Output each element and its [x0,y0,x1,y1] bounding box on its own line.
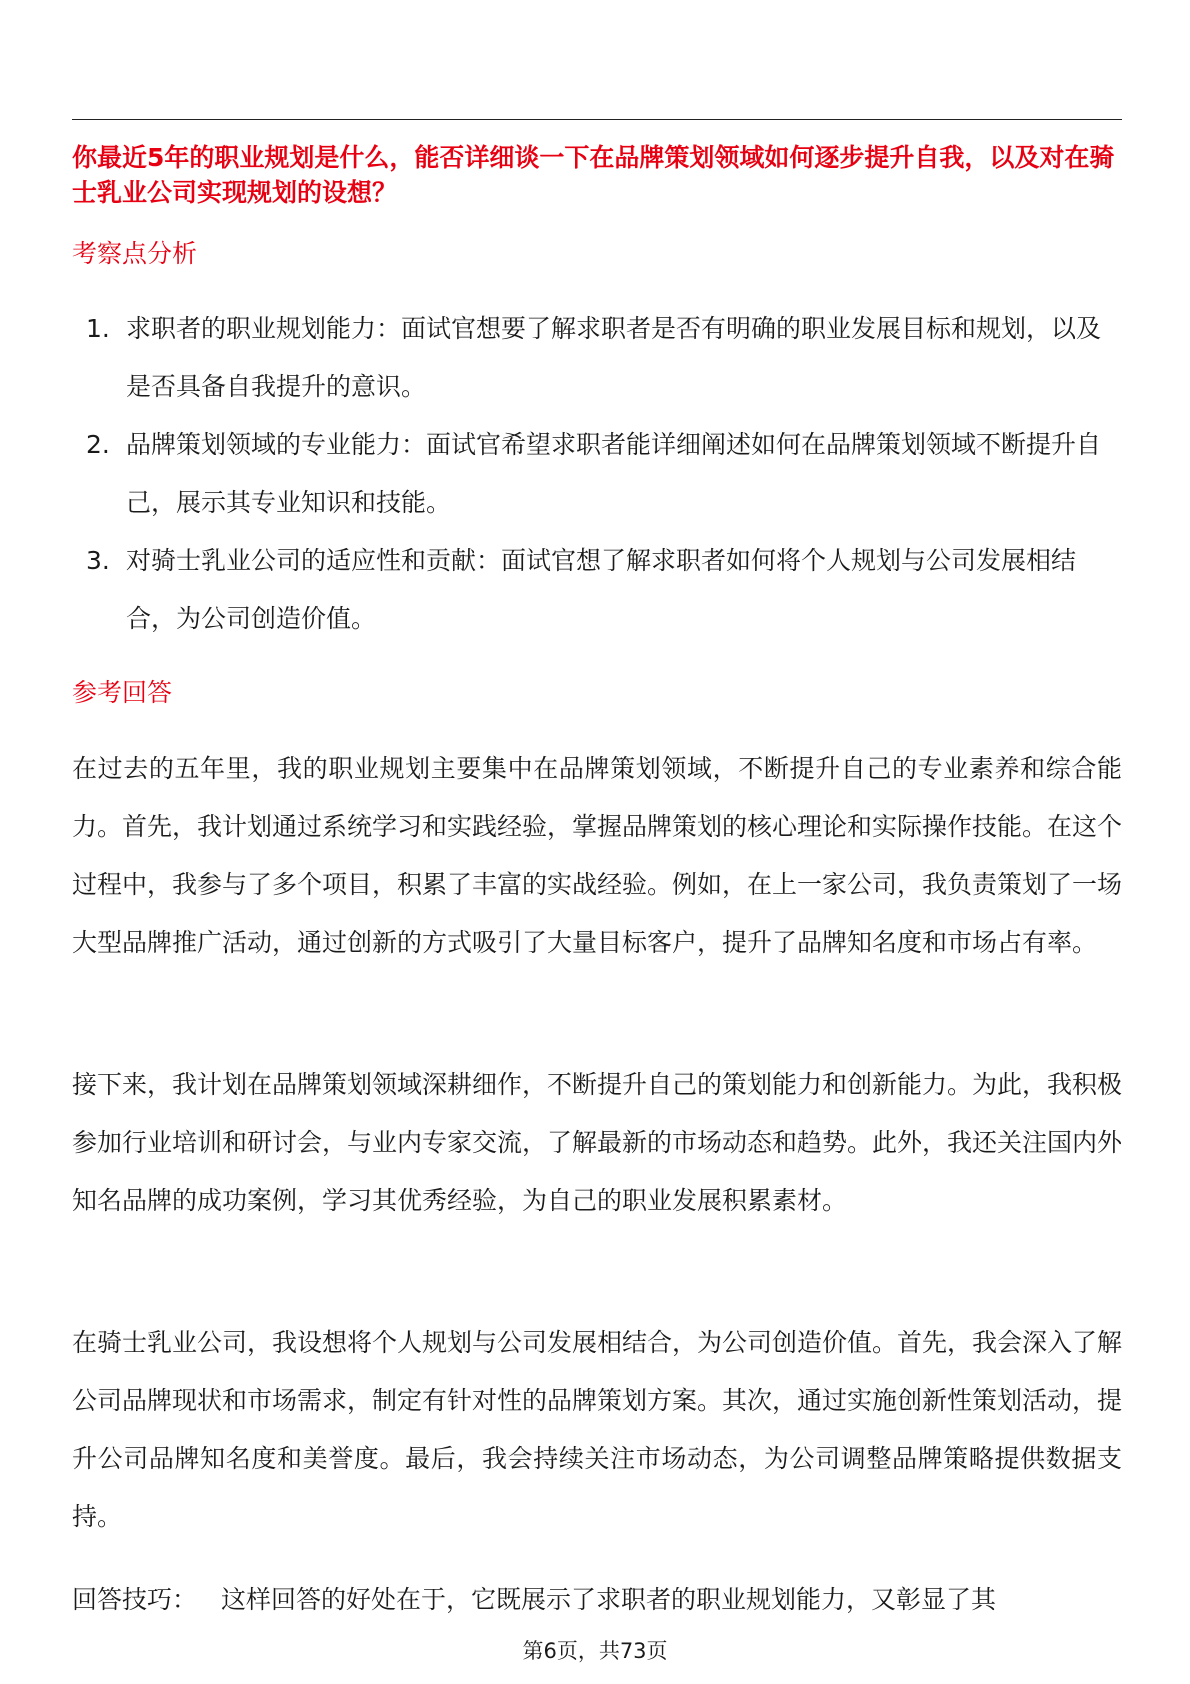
answer-tips [72,1571,1122,1629]
answer-paragraph: 在过去的五年里，我的职业规划主要集中在品牌策划领域，不断提升自己的专业素养和综合能力。首先，我计划通过系统学习和实践经验，掌握品牌策划的核心理论和实际操作技能。在这个过程中，我参与了多个项目，积累了丰富的实战经验。例如，在上一家公司，我负责策划了一场大型品牌推广活动，通过创新的方式吸引了大量目标客户，提升了品牌知名度和市场占有率。 [72,754,1123,957]
interview-question: 你最近5年的职业规划是什么，能否详细谈一下在品牌策划领域如何逐步提升自我，以及对在骑士乳业公司实现规划的设想？ [72,143,1115,207]
answer-paragraph: 在骑士乳业公司，我设想将个人规划与公司发展相结合，为公司创造价值。首先，我会深入了解公司品牌现状和市场需求，制定有针对性的品牌策划方案。其次，通过实施创新性策划活动，提升公司品牌知名度和美誉度。最后，我会持续关注市场动态，为公司调整品牌策略提供数据支持。 [72,1328,1123,1531]
analysis-item-number: 2. [86,430,110,459]
analysis-item-number: 3. [86,546,110,575]
answer-heading: 参考回答 [72,678,173,707]
tips-label: 回答技巧： [72,1585,198,1614]
page-number: 第6页，共73页 [522,1639,668,1663]
header-divider [72,119,1122,120]
answer-paragraph: 接下来，我计划在品牌策划领域深耕细作，不断提升自己的策划能力和创新能力。为此，我积极参加行业培训和研讨会，与业内专家交流，了解最新的市场动态和趋势。此外，我还关注国内外知名品牌的成功案例，学习其优秀经验，为自己的职业发展积累素材。 [72,1070,1123,1215]
analysis-heading: 考察点分析 [72,239,198,268]
analysis-list [72,300,1122,648]
analysis-item [72,300,1122,416]
analysis-item-text: 对骑士乳业公司的适应性和贡献：面试官想了解求职者如何将个人规划与公司发展相结合，为公司创造价值。 [126,546,1077,633]
analysis-item [72,532,1122,648]
analysis-item-text: 求职者的职业规划能力：面试官想要了解求职者是否有明确的职业发展目标和规划，以及是否具备自我提升的意识。 [126,314,1102,401]
tips-text: 这样回答的好处在于，它既展示了求职者的职业规划能力，又彰显了其 [221,1585,997,1614]
analysis-item-text: 品牌策划领域的专业能力：面试官希望求职者能详细阐述如何在品牌策划领域不断提升自己，展示其专业知识和技能。 [126,430,1102,517]
analysis-item-number: 1. [86,314,110,343]
analysis-item [72,416,1122,532]
